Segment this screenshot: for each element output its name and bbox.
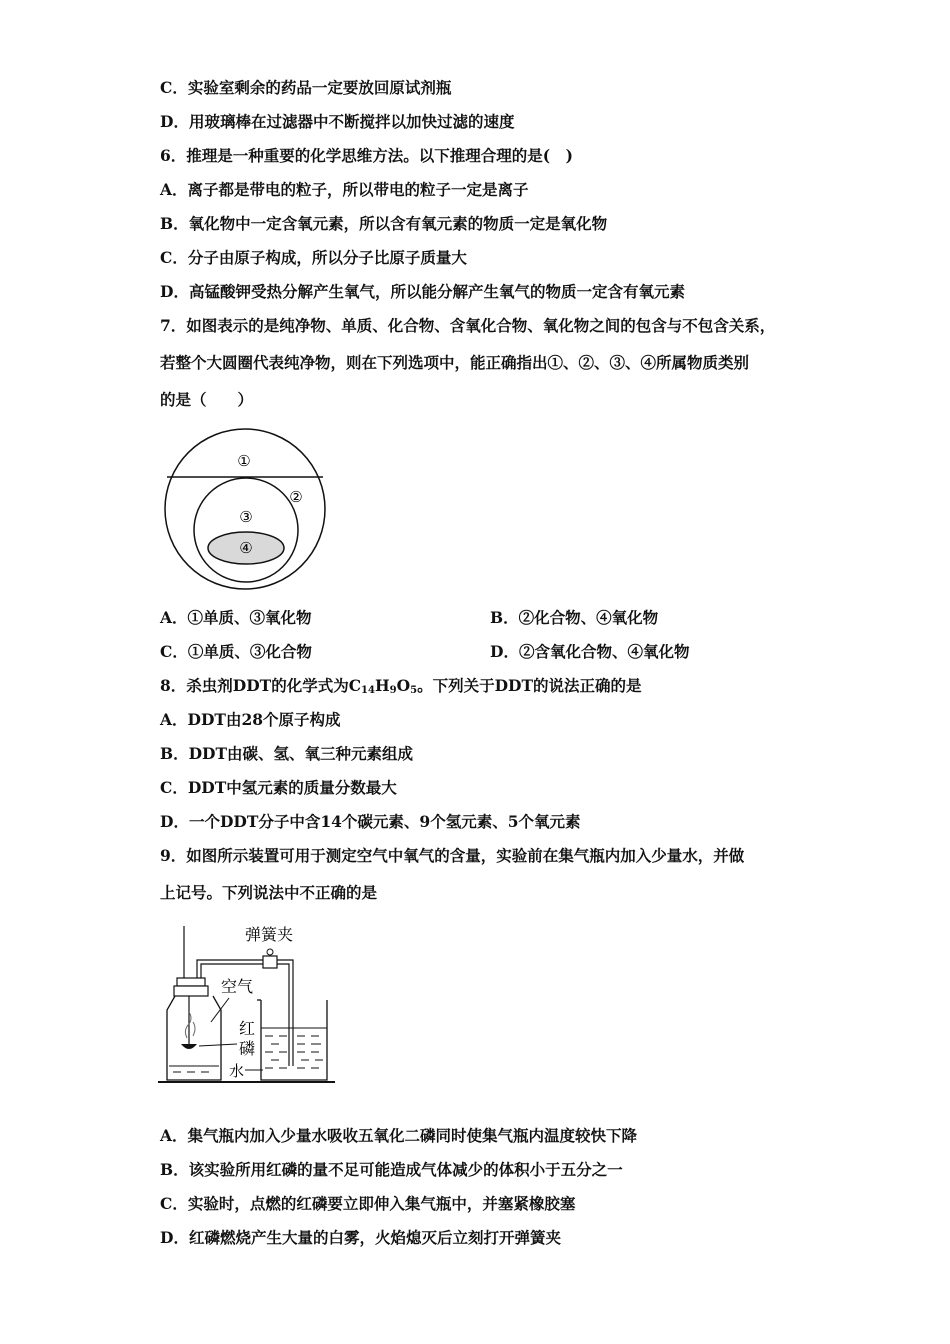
label-water: 水 <box>229 1062 245 1080</box>
q9-option-a: A．集气瓶内加入少量水吸收五氧化二磷同时使集气瓶内温度较快下降 <box>160 1126 638 1145</box>
gas-bottle <box>167 996 221 1080</box>
label-spring-clip: 弹簧夹 <box>245 925 294 944</box>
label-1: ① <box>237 452 251 470</box>
label-air: 空气 <box>221 977 254 996</box>
stopper-body <box>174 986 208 996</box>
question-9-line1: 9．如图所示装置可用于测定空气中氧气的含量，实验前在集气瓶内加入少量水，并做 <box>160 846 745 865</box>
q7-option-d: D．②含氧化合物、④氧化物 <box>490 642 690 661</box>
tube-left <box>197 960 263 978</box>
question-7-line2: 若整个大圆圈代表纯净物，则在下列选项中，能正确指出①、②、③、④所属物质类别 <box>160 353 750 372</box>
q7-option-b: B．②化合物、④氧化物 <box>490 608 659 627</box>
question-9-line2: 上记号。下列说法中不正确的是 <box>160 883 378 902</box>
q6-option-a: A．离子都是带电的粒子，所以带电的粒子一定是离子 <box>160 180 529 199</box>
combustion-spoon <box>181 1044 197 1049</box>
q9-option-b: B．该实验所用红磷的量不足可能造成气体减少的体积小于五分之一 <box>160 1160 623 1179</box>
question-8: 8．杀虫剂DDT的化学式为$C_{14}H_9O_5$。下列关于DDT的说法正确的是 <box>160 676 642 696</box>
q6-option-d: D．高锰酸钾受热分解产生氧气，所以能分解产生氧气的物质一定含有氧元素 <box>160 282 685 301</box>
water-hatching <box>265 1036 323 1068</box>
q8-option-b: B．DDT由碳、氢、氧三种元素组成 <box>160 744 414 763</box>
label-red-2: 磷 <box>239 1039 256 1058</box>
q8-option-a: A．DDT由28个原子构成 <box>160 710 341 729</box>
q6-option-b: B．氧化物中一定含氧元素，所以含有氧元素的物质一定是氧化物 <box>160 214 608 233</box>
q7-option-c: C．①单质、③化合物 <box>160 642 312 661</box>
option-d-prev: D．用玻璃棒在过滤器中不断搅拌以加快过滤的速度 <box>160 112 515 131</box>
q8-option-c: C．DDT中氢元素的质量分数最大 <box>160 778 397 797</box>
spring-clip-icon <box>263 956 277 968</box>
question-6: 6．推理是一种重要的化学思维方法。以下推理合理的是( ) <box>160 146 573 165</box>
label-3: ③ <box>239 508 253 526</box>
phosphorus-pointer <box>199 1044 237 1046</box>
q9-option-c: C．实验时，点燃的红磷要立即伸入集气瓶中，并塞紧橡胶塞 <box>160 1194 576 1213</box>
stopper-top <box>177 978 205 986</box>
tube-right <box>277 960 293 1066</box>
air-pointer <box>211 998 229 1022</box>
classification-circle-diagram <box>160 426 330 592</box>
option-c-prev: C．实验室剩余的药品一定要放回原试剂瓶 <box>160 78 452 97</box>
q8-option-d: D．一个DDT分子中含14个碳元素、9个氢元素、5个氧元素 <box>160 812 581 831</box>
question-7-line1: 7．如图表示的是纯净物、单质、化合物、含氧化合物、氧化物之间的包含与不包含关系， <box>160 316 776 335</box>
q6-option-c: C．分子由原子构成，所以分子比原子质量大 <box>160 248 467 267</box>
middle-circle <box>194 478 298 582</box>
smoke-icon <box>185 1012 191 1038</box>
label-2: ② <box>289 488 303 506</box>
q9-option-d: D．红磷燃烧产生大量的白雾，火焰熄灭后立刻打开弹簧夹 <box>160 1228 561 1247</box>
oxygen-apparatus-diagram <box>155 918 340 1088</box>
q7-option-a: A．①单质、③氧化物 <box>160 608 312 627</box>
label-4: ④ <box>239 539 253 557</box>
label-red-1: 红 <box>239 1019 256 1038</box>
question-7-line3: 的是（ ） <box>160 390 254 409</box>
